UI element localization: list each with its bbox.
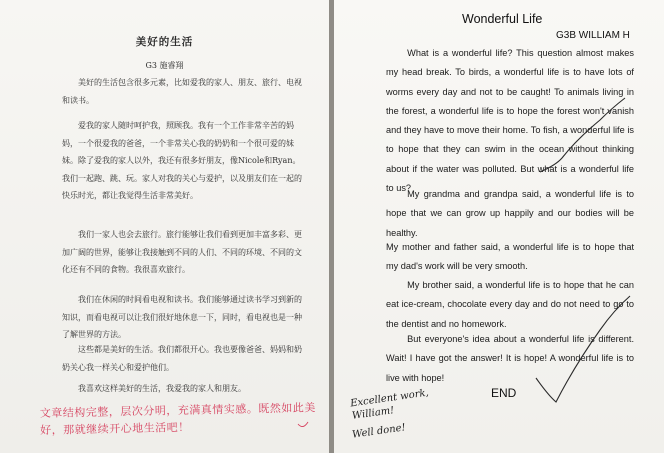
english-essay-title: Wonderful Life: [462, 12, 543, 26]
chinese-paragraph-2: 爱我的家人随时呵护我，照顾我。我有一个工作非常辛苦的妈妈，一个很爱我的爸爸，一个非常关心我的奶奶和一个很可爱的妹妹。除了爱我的家人以外，我还有很多好朋友，像Nicole和Ryan。我们一起跑、跳、玩。家人对我的关心与爱护，以及朋友们在一起的快乐时光，都让我觉得生活非常美好。: [62, 121, 302, 200]
chinese-paragraph-3: 我们一家人也会去旅行。旅行能够让我们看到更加丰富多彩、更加广阔的世界，能够让我接触到不同的人们、不同的环境、不同的文化还有不同的食物。我很喜欢旅行。: [62, 230, 302, 274]
chinese-paragraph-4: 我们在休闲的时间看电视和读书。我们能够通过读书学习到新的知识，而看电视可以让我们很好地休息一下，同时，看电视也是一种了解世界的方法。: [62, 295, 302, 339]
end-label: END: [491, 386, 517, 400]
teacher-note-line-3: Well done!: [351, 422, 407, 441]
english-paragraph-3: My mother and father said, a wonderful life is to hope that my dad's work will be very smooth.: [386, 242, 634, 272]
chinese-paragraph-6: 我喜欢这样美好的生活，我爱我的家人和朋友。: [78, 384, 246, 393]
english-paragraph-4: My brother said, a wonderful life is to hope that he can eat ice-cream, chocolate every day and do not need to go to the dentist and no homework.: [386, 280, 634, 329]
english-paragraph-1: What is a wonderful life? This question almost makes my head break. To birds, a wonderful life is to have lots of worms every day and not to be caught! To animals living in the forest, a wonderful life is to hope the forest won't vanish and they have to move their home. To fish, a wonderful life is to hope that they can swim in the ocean without thinking about if the water was polluted. But what is a wonderful life to us?: [386, 48, 634, 194]
teacher-comment-chinese: 文章结构完整，层次分明，充满真情实感。既然如此美好，那就继续开心地生活吧！: [39, 401, 316, 437]
teacher-note-line-2: William!: [351, 405, 395, 422]
teacher-note-line-1: Excellent work,: [349, 387, 430, 410]
english-essay-author: G3B WILLIAM H: [556, 30, 630, 41]
english-paragraph-5: But everyone's idea about a wonderful life is different. Wait! I have got the answer! It is hope! A wonderful life is to live with hope!: [386, 334, 634, 383]
english-paragraph-2: My grandma and grandpa said, a wonderful life is to hope that we can grow up happily and our bodies will be healthy.: [386, 189, 634, 238]
chinese-essay-title: 美好的生活: [135, 36, 194, 48]
chinese-paragraph-1: 美好的生活包含很多元素，比如爱我的家人、朋友、旅行、电视和读书。: [62, 78, 302, 105]
chinese-paragraph-5: 这些都是美好的生活。我们都很开心。我也要像爸爸、妈妈和奶奶关心我一样关心和爱护他们。: [62, 345, 302, 372]
chinese-essay-author: G3 施睿翔: [145, 61, 184, 70]
